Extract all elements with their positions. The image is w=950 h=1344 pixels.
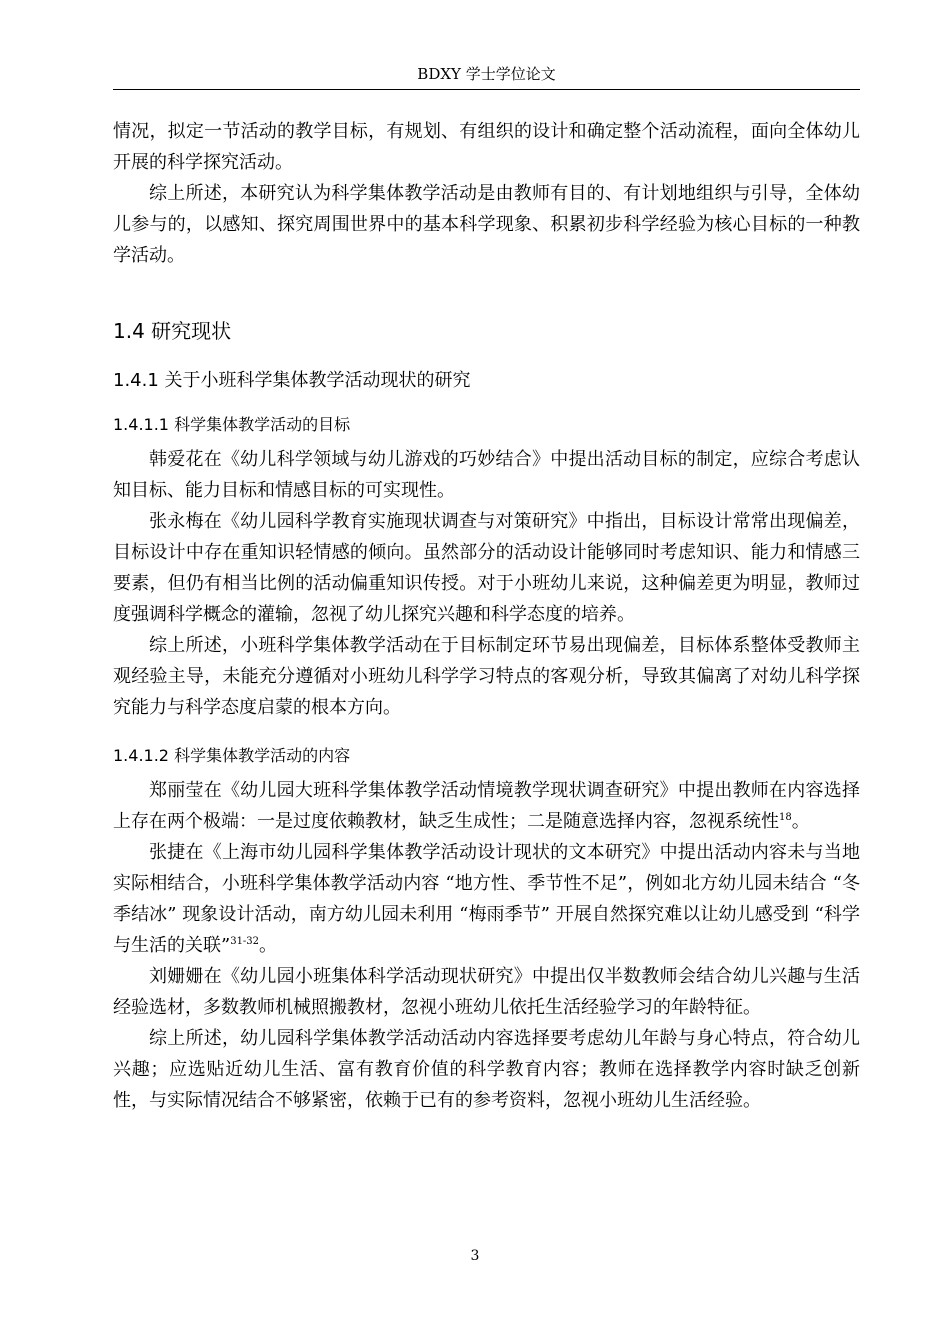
citation-ref: 31-32 xyxy=(230,936,260,947)
citation-ref: 18 xyxy=(779,812,792,823)
section-heading-1-4-1-2: 1.4.1.2 科学集体教学活动的内容 xyxy=(113,746,351,765)
header-rule xyxy=(113,89,860,90)
paragraph-summary: 综上所述，本研究认为科学集体教学活动是由教师有目的、有计划地组织与引导，全体幼儿参与的，以感知、探究周围世界中的基本科学现象、积累初步科学经验为核心目标的一种教学活动。 xyxy=(113,183,860,266)
section-heading-1-4: 1.4 研究现状 xyxy=(113,319,232,343)
paragraph-text: 郑丽莹在《幼儿园大班科学集体教学活动情境教学现状调查研究》中提出教师在内容选择上存在两个极端：一是过度依赖教材，缺乏生成性；二是随意选择内容，忽视系统性 xyxy=(113,780,860,832)
page-number: 3 xyxy=(470,1248,480,1264)
paragraph-continuation: 情况，拟定一节活动的教学目标，有规划、有组织的设计和确定整个活动流程，面向全体幼儿开展的科学探究活动。 xyxy=(113,121,860,173)
section-heading-1-4-1: 1.4.1 关于小班科学集体教学活动现状的研究 xyxy=(113,370,471,391)
page-body xyxy=(113,116,860,1116)
running-header: BDXY 学士学位论文 xyxy=(417,65,556,83)
paragraph-end: 。 xyxy=(791,811,810,832)
paragraph-liu-shanshan: 刘姗姗在《幼儿园小班集体科学活动现状研究》中提出仅半数教师会结合幼儿兴趣与生活经验选材，多数教师机械照搬教材，忽视小班幼儿依托生活经验学习的年龄特征。 xyxy=(113,966,860,1018)
paragraph-end: 。 xyxy=(259,935,278,956)
paragraph-text: 张捷在《上海市幼儿园科学集体教学活动设计现状的文本研究》中提出活动内容未与当地实际相结合，小班科学集体教学活动内容 “地方性、季节性不足”，例如北方幼儿园未结合 “冬季结冰” 现象设计活动，南方幼儿园未利用 “梅雨季节” 开展自然探究难以让幼儿感受到 “科学与生活的关联” xyxy=(113,842,860,956)
section-heading-1-4-1-1: 1.4.1.1 科学集体教学活动的目标 xyxy=(113,415,351,434)
paragraph-zhang-jie xyxy=(113,837,860,961)
paragraph-zhang-yongmei: 张永梅在《幼儿园科学教育实施现状调查与对策研究》中指出，目标设计常常出现偏差，目标设计中存在重知识轻情感的倾向。虽然部分的活动设计能够同时考虑知识、能力和情感三要素，但仍有相当比例的活动偏重知识传授。对于小班幼儿来说，这种偏差更为明显，教师过度强调科学概念的灌输，忽视了幼儿探究兴趣和科学态度的培养。 xyxy=(113,511,860,625)
paragraph-content-summary: 综上所述，幼儿园科学集体教学活动活动内容选择要考虑幼儿年龄与身心特点，符合幼儿兴趣；应选贴近幼儿生活、富有教育价值的科学教育内容；教师在选择教学内容时缺乏创新性，与实际情况结合不够紧密，依赖于已有的参考资料，忽视小班幼儿生活经验。 xyxy=(113,1028,860,1111)
paragraph-zheng-liying xyxy=(113,775,860,837)
paragraph-goal-summary: 综上所述，小班科学集体教学活动在于目标制定环节易出现偏差，目标体系整体受教师主观经验主导，未能充分遵循对小班幼儿科学学习特点的客观分析，导致其偏离了对幼儿科学探究能力与科学态度启蒙的根本方向。 xyxy=(113,635,860,718)
paragraph-han-aihua: 韩爱花在《幼儿科学领域与幼儿游戏的巧妙结合》中提出活动目标的制定，应综合考虑认知目标、能力目标和情感目标的可实现性。 xyxy=(113,449,860,501)
